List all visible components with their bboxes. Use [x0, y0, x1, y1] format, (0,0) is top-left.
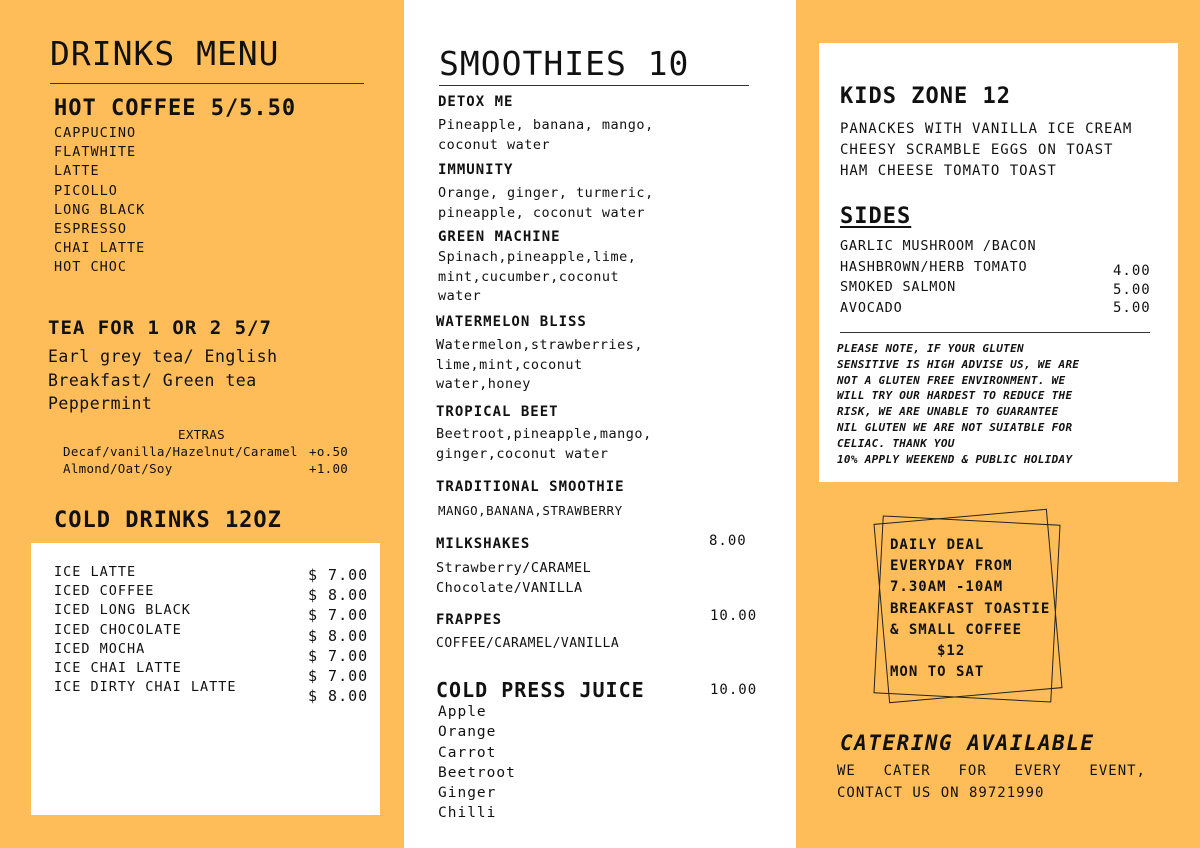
smoothie-desc — [438, 248, 636, 307]
deal-line: EVERYDAY FROM — [890, 558, 1013, 575]
desc-line: ginger,coconut water — [436, 445, 609, 462]
deal-line: DAILY DEAL — [890, 537, 985, 553]
milkshakes-name: MILKSHAKES — [436, 536, 531, 552]
left-column — [0, 0, 404, 848]
catering-word: EVERY — [1014, 763, 1062, 779]
list-item: ICED CHOCOLATE — [54, 621, 182, 638]
tea-list — [48, 345, 278, 416]
desc-line: pineapple, coconut water — [438, 204, 646, 221]
sides-divider — [840, 332, 1150, 333]
deal-line: MON TO SAT — [890, 664, 985, 681]
desc-line: Watermelon,strawberries, — [436, 337, 644, 353]
desc-line: Spinach,pineapple,lime, — [438, 249, 637, 265]
price: 5.00 — [1113, 300, 1151, 316]
catering-contact: CONTACT US ON 89721990 — [837, 785, 1045, 801]
daily-deal-text — [890, 535, 1050, 683]
smoothie-name: GREEN MACHINE — [438, 229, 561, 245]
sides-list — [840, 236, 1036, 318]
list-item: Chilli — [438, 805, 497, 822]
catering-word: FOR — [958, 763, 987, 779]
list-item: ESPRESSO — [54, 221, 128, 238]
list-item: SMOKED SALMON — [840, 279, 957, 295]
smoothies-heading: SMOOTHIES 10 — [439, 44, 690, 83]
list-item: Carrot — [438, 744, 497, 761]
smoothie-name: IMMUNITY — [438, 162, 514, 178]
frappes-name: FRAPPES — [436, 612, 503, 628]
smoothie-name: DETOX ME — [438, 94, 514, 110]
list-item: HASHBROWN/HERB TOMATO — [840, 258, 1028, 275]
list-item: ICE LATTE — [54, 564, 137, 580]
smoothie-desc — [436, 425, 652, 464]
smoothies-divider — [439, 85, 749, 86]
list-item: AVOCADO — [840, 299, 903, 316]
deal-line: & SMALL COFFEE — [890, 621, 1023, 638]
frappes-desc: COFFEE/CARAMEL/VANILLA — [436, 636, 620, 651]
list-item: ICE DIRTY CHAI LATTE — [54, 679, 237, 696]
deal-line: BREAKFAST TOASTIE — [890, 600, 1051, 617]
hot-coffee-list — [54, 124, 145, 278]
list-item: Orange — [438, 724, 497, 741]
hot-coffee-heading: HOT COFFEE 5/5.50 — [54, 96, 297, 121]
cold-press-price: 10.00 — [710, 682, 758, 698]
price: $ 8.00 — [308, 586, 369, 605]
list-item: PICOLLO — [54, 182, 118, 199]
note-line: 10% APPLY WEEKEND & PUBLIC HOLIDAY — [837, 452, 1073, 466]
deal-price: $12 — [937, 643, 966, 660]
list-item: FLATWHITE — [54, 144, 137, 161]
cold-drinks-heading: COLD DRINKS 12OZ — [54, 508, 282, 533]
note-line: NIL GLUTEN WE ARE NOT SUIATBLE FOR — [837, 420, 1073, 434]
kids-sides-panel — [819, 43, 1178, 482]
smoothie-desc — [436, 336, 643, 395]
extras-item: Decaf/vanilla/Hazelnut/Caramel — [63, 444, 298, 459]
kids-list — [840, 119, 1132, 182]
cold-drinks-list — [54, 563, 237, 697]
list-item: CHAI LATTE — [54, 240, 146, 257]
smoothie-name: WATERMELON BLISS — [436, 314, 587, 330]
list-item: LONG BLACK — [54, 201, 146, 218]
list-item: GARLIC MUSHROOM /BACON — [840, 238, 1037, 254]
smoothie-desc — [438, 184, 654, 223]
desc-line: lime,mint,coconut — [436, 356, 583, 373]
cold-press-list — [438, 702, 516, 824]
price: $ 7.00 — [308, 606, 369, 625]
list-item: HAM CHEESE TOMATO TOAST — [840, 163, 1057, 179]
list-item: LATTE — [54, 163, 100, 180]
catering-heading: CATERING AVAILABLE — [840, 731, 1095, 755]
price: 5.00 — [1113, 281, 1151, 298]
list-item: ICED COFFEE — [54, 583, 155, 600]
extras-item: Almond/Oat/Soy — [63, 461, 173, 476]
catering-word: WE — [837, 763, 856, 779]
cold-press-heading: COLD PRESS JUICE — [436, 678, 645, 702]
catering-line-1 — [837, 763, 1146, 779]
extras-heading: EXTRAS — [178, 427, 225, 442]
list-item: CAPPUCINO — [54, 125, 137, 141]
note-line: RISK, WE ARE UNABLE TO GUARANTEE — [837, 405, 1059, 419]
list-item: Apple — [438, 704, 487, 720]
list-item: Peppermint — [48, 394, 153, 413]
list-item: ICE CHAI LATTE — [54, 660, 182, 677]
kids-heading: KIDS ZONE 12 — [840, 84, 1011, 109]
note-line: CELIAC. THANK YOU — [837, 436, 955, 450]
list-item: Breakfast/ Green tea — [48, 370, 257, 390]
milkshakes-desc — [436, 559, 591, 598]
catering-word: CATER — [883, 763, 931, 779]
list-item: PANACKES WITH VANILLA ICE CREAM — [840, 121, 1133, 137]
desc-line: Pineapple, banana, mango, — [438, 117, 654, 133]
smoothie-desc — [438, 116, 654, 155]
list-item: CHEESY SCRAMBLE EGGS ON TOAST — [840, 142, 1114, 158]
desc-line: coconut water — [438, 136, 551, 153]
note-line: WILL TRY OUR HARDEST TO REDUCE THE — [837, 389, 1073, 403]
sides-prices — [1113, 262, 1151, 318]
smoothie-name: TROPICAL BEET — [436, 404, 559, 420]
note-line: PLEASE NOTE, IF YOUR GLUTEN — [837, 342, 1024, 355]
list-item: ICED MOCHA — [54, 640, 146, 657]
list-item: Earl grey tea/ English — [48, 347, 278, 366]
price: $ 7.00 — [308, 646, 369, 665]
desc-line: mint,cucumber,coconut — [438, 268, 620, 285]
list-item: Beetroot — [438, 764, 516, 781]
middle-column — [404, 0, 796, 848]
right-column — [796, 0, 1200, 848]
note-line: SENSITIVE IS HIGH ADVISE US, WE ARE — [837, 357, 1080, 371]
traditional-desc: MANGO,BANANA,STRAWBERRY — [438, 503, 623, 518]
note-line: NOT A GLUTEN FREE ENVIRONMENT. WE — [837, 373, 1066, 387]
sides-heading: SIDES — [840, 204, 912, 229]
traditional-name: TRADITIONAL SMOOTHIE — [436, 479, 625, 495]
price: $ 7.00 — [308, 667, 369, 686]
title-divider — [50, 83, 364, 84]
price: $ 8.00 — [308, 626, 369, 645]
frappes-price: 10.00 — [710, 608, 758, 624]
tea-heading: TEA FOR 1 OR 2 5/7 — [48, 317, 272, 339]
list-item: ICED LONG BLACK — [54, 602, 191, 619]
desc-line: Orange, ginger, turmeric, — [438, 185, 654, 201]
desc-line: Strawberry/CARAMEL — [436, 560, 592, 576]
desc-line: water,honey — [436, 376, 531, 392]
extras-price: +1.00 — [309, 461, 349, 476]
price: 4.00 — [1113, 263, 1151, 279]
desc-line: Beetroot,pineapple,mango, — [436, 426, 652, 442]
milkshakes-price: 8.00 — [709, 533, 747, 549]
desc-line: water — [438, 288, 482, 304]
cold-drinks-prices — [308, 565, 368, 706]
price: $ 7.00 — [308, 566, 369, 584]
page-title: DRINKS MENU — [50, 34, 280, 73]
catering-word: EVENT, — [1089, 763, 1146, 779]
desc-line: Chocolate/VANILLA — [436, 579, 583, 596]
list-item: Ginger — [438, 785, 497, 802]
gluten-note — [837, 341, 1079, 467]
price: $ 8.00 — [308, 687, 369, 706]
list-item: HOT CHOC — [54, 259, 128, 276]
cold-drinks-panel — [31, 543, 380, 815]
deal-line: 7.30AM -10AM — [890, 579, 1004, 596]
extras-price: +o.50 — [309, 444, 349, 459]
